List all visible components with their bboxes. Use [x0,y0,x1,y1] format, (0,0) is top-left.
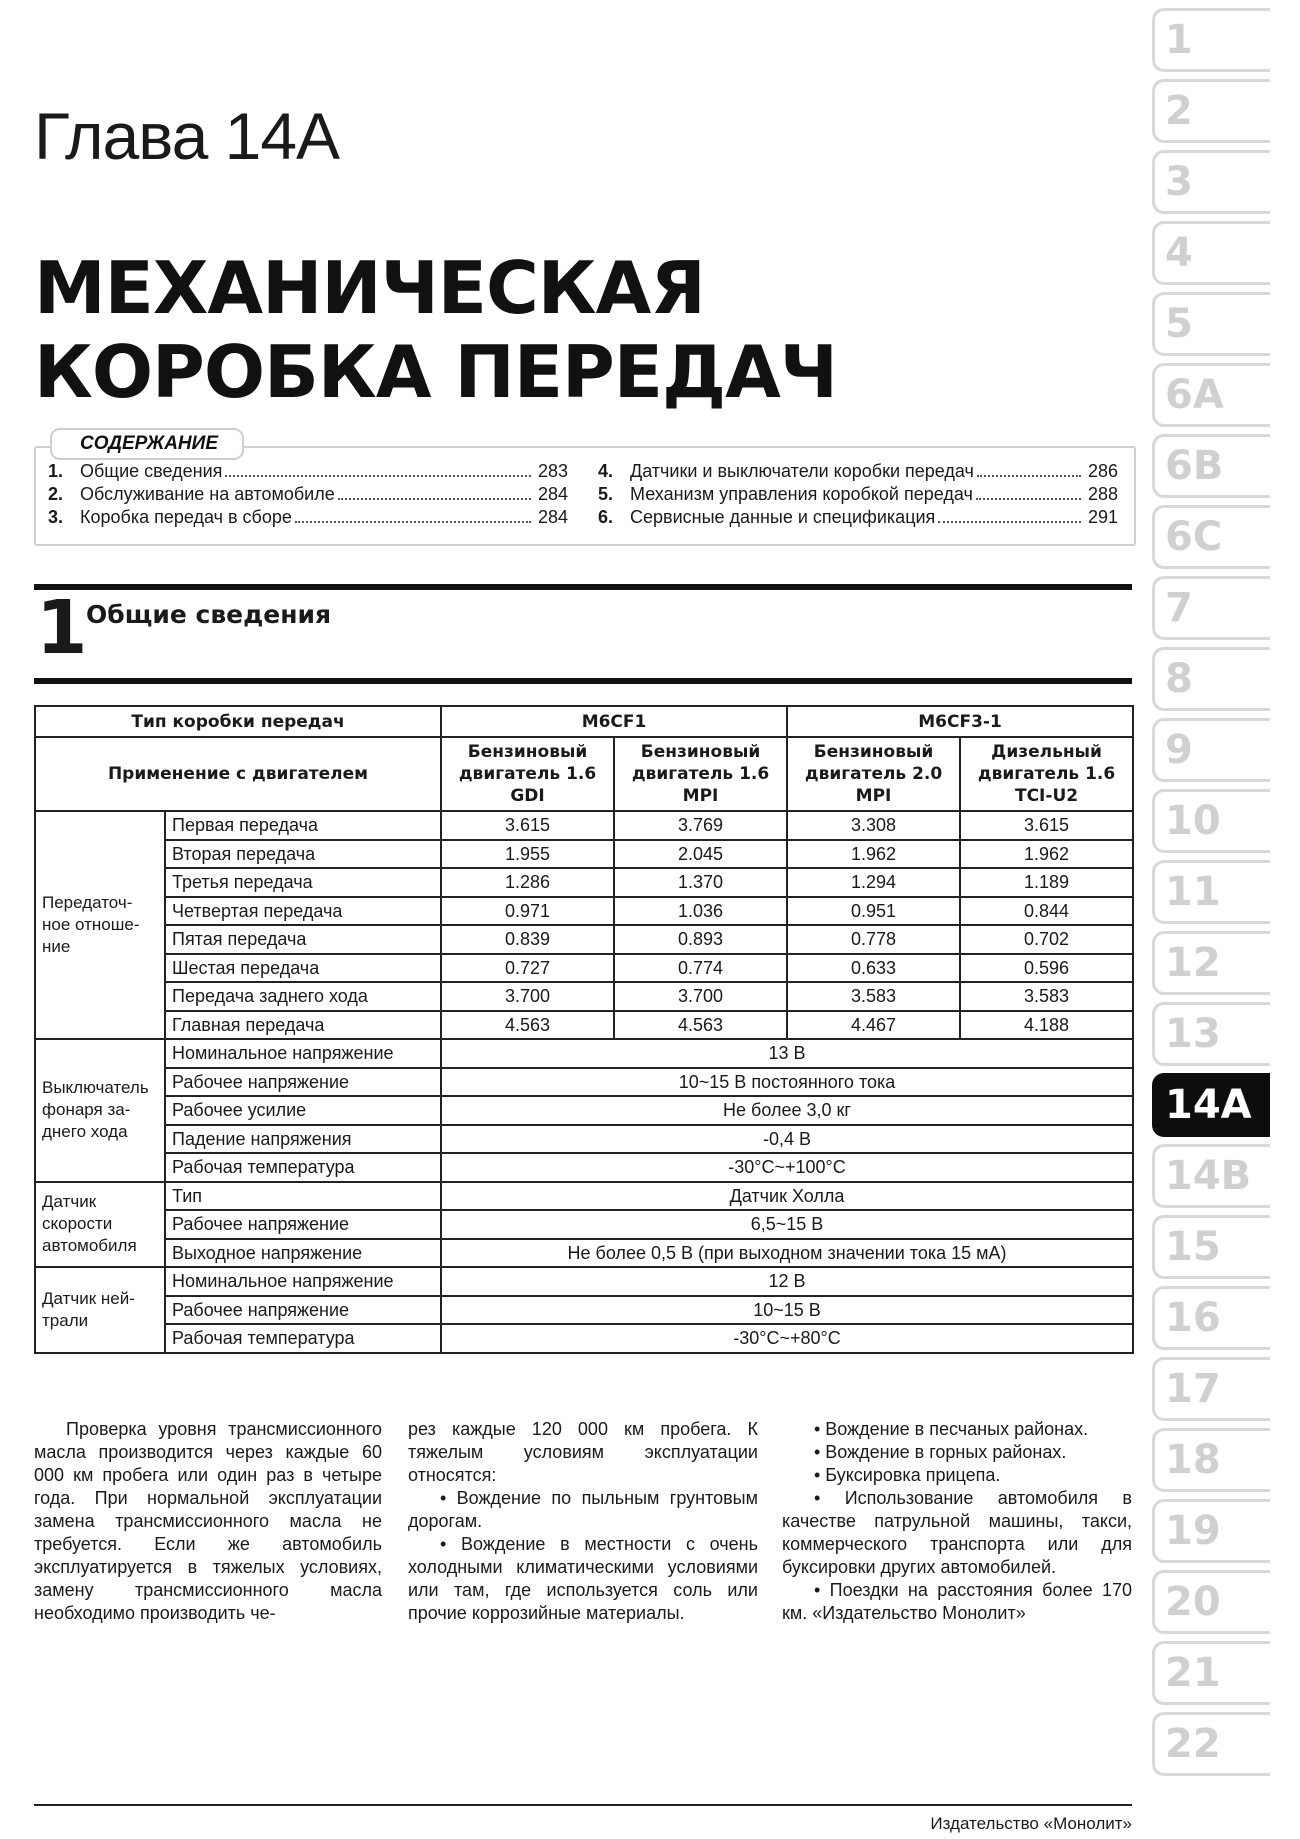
table-cell: 1.036 [614,897,787,926]
contents-leader-dots [295,521,531,523]
table-cell: 0.971 [441,897,614,926]
body-paragraph: Проверка уровня трансмиссионного масла производится через каждые 60 000 км пробега или один раз в четыре года. При нормальной эксплуатации замена трансмиссионного масла не требуется. Если же автомобиль эксплуатируется в тяжелых условиях, замену трансмиссионного масла необходимо производить че- [34,1419,382,1623]
table-header-cell: M6CF1 [441,706,787,737]
engine-line: двигатель 1.6 [977,764,1116,784]
chapter-tab-22[interactable]: 22 [1152,1712,1270,1776]
bullet-item: • Вождение в местности с очень холодными климатическими условиями или там, где используется соль или прочие коррозийные материалы. [408,1534,758,1623]
group-label-line: автомобиля [42,1236,137,1256]
table-row [35,1039,1133,1068]
table-row [35,840,1133,869]
param-name: Первая передача [165,811,441,840]
engine-line: Дизельный [991,742,1102,762]
param-name: Шестая передача [165,954,441,983]
engine-line: двигатель 1.6 [458,764,597,784]
contents-item-page: 284 [537,484,568,504]
table-cell: 3.769 [614,811,787,840]
table-header-row [35,737,1133,811]
table-cell: 3.583 [787,982,960,1011]
chapter-tab-13[interactable]: 13 [1152,1002,1270,1066]
footer-rule [34,1804,1132,1806]
param-name: Третья передача [165,868,441,897]
contents-item-page: 284 [537,507,568,527]
chapter-tab-9[interactable]: 9 [1152,718,1270,782]
body-paragraph: рез каждые 120 000 км пробега. К тяжелым условиям эксплуатации относятся: [408,1419,758,1485]
table-cell: 1.286 [441,868,614,897]
contents-left-column [48,460,568,529]
contents-item-number: 4. [598,461,614,481]
param-name: Падение напряжения [165,1125,441,1154]
contents-item-number: 3. [48,507,64,527]
engine-line: Бензиновый [467,742,588,762]
table-cell: 3.615 [960,811,1133,840]
contents-item-number: 6. [598,507,614,527]
chapter-tab-8[interactable]: 8 [1152,647,1270,711]
table-cell: 0.774 [614,954,787,983]
page-title [34,246,837,414]
param-name: Номинальное напряжение [165,1039,441,1068]
table-cell: -0,4 В [441,1125,1133,1154]
param-name: Рабочее напряжение [165,1210,441,1239]
chapter-tab-2[interactable]: 2 [1152,79,1270,143]
group-label-line: днего хода [42,1122,128,1142]
group-label-line: ное отноше- [42,915,140,934]
chapter-tab-18[interactable]: 18 [1152,1428,1270,1492]
table-row [35,1011,1133,1040]
chapter-tab-6b[interactable]: 6B [1152,434,1270,498]
table-header-row [35,706,1133,737]
contents-item[interactable] [48,506,568,529]
table-cell: 0.778 [787,925,960,954]
bullet-item: • Буксировка прицепа. [814,1465,1001,1485]
table-cell: -30°C~+80°C [441,1324,1133,1353]
contents-item[interactable] [598,506,1118,529]
table-cell: 1.962 [960,840,1133,869]
param-name: Рабочее напряжение [165,1068,441,1097]
chapter-tab-6c[interactable]: 6C [1152,505,1270,569]
contents-leader-dots [977,475,1081,477]
page-title-line2: КОРОБКА ПЕРЕДАЧ [34,330,837,414]
bullet-item: • Вождение по пыльным грунтовым дорогам. [408,1488,758,1531]
chapter-tab-14b[interactable]: 14B [1152,1144,1270,1208]
group-label-line: трали [42,1310,89,1330]
param-name: Номинальное напряжение [165,1267,441,1296]
chapter-tab-15[interactable]: 15 [1152,1215,1270,1279]
body-column-1 [34,1418,382,1625]
engine-line: Бензиновый [813,742,934,762]
table-row [35,954,1133,983]
contents-leader-dots [938,521,1081,523]
contents-label: СОДЕРЖАНИЕ [50,428,244,460]
table-row [35,897,1133,926]
param-name: Рабочее напряжение [165,1296,441,1325]
table-cell: 3.583 [960,982,1133,1011]
engine-line: двигатель 2.0 [804,764,943,784]
chapter-tab-1[interactable]: 1 [1152,8,1270,72]
param-name: Тип [165,1182,441,1211]
group-label-gear-ratio [35,811,165,1039]
table-header-cell [787,737,960,811]
table-cell: Не более 0,5 В (при выходном значении тока 15 мА) [441,1239,1133,1268]
section-rule-bottom [34,678,1132,684]
param-name: Передача заднего хода [165,982,441,1011]
group-label-line: Передаточ- [42,893,133,912]
table-cell: 3.615 [441,811,614,840]
group-label-line: Выключатель [42,1078,149,1098]
table-row [35,868,1133,897]
table-row [35,1210,1133,1239]
table-cell: 3.700 [441,982,614,1011]
group-label-speed-sensor [35,1182,165,1268]
table-cell: 0.839 [441,925,614,954]
table-row [35,1153,1133,1182]
chapter-tab-11[interactable]: 11 [1152,860,1270,924]
table-row [35,925,1133,954]
bullet-item: • Поездки на расстояния более 170 км. «Издательство Монолит» [782,1580,1132,1623]
contents-item[interactable] [598,483,1118,506]
spec-table [34,705,1134,1354]
section-rule-top [34,584,1132,590]
table-cell: 0.596 [960,954,1133,983]
table-cell: 3.700 [614,982,787,1011]
table-row [35,982,1133,1011]
table-cell: -30°C~+100°C [441,1153,1133,1182]
table-cell: 2.045 [614,840,787,869]
table-cell: 4.563 [614,1011,787,1040]
table-row [35,811,1133,840]
table-cell: 4.467 [787,1011,960,1040]
table-cell: 4.188 [960,1011,1133,1040]
param-name: Рабочая температура [165,1324,441,1353]
contents-leader-dots [338,498,531,500]
contents-item-title: Коробка передач в сборе [80,507,292,527]
param-name: Главная передача [165,1011,441,1040]
contents-item-title: Сервисные данные и спецификация [630,507,936,527]
group-label-line: Датчик [42,1192,97,1212]
body-column-3 [782,1418,1132,1625]
table-header-cell: Тип коробки передач [35,706,441,737]
group-label-line: Датчик ней- [42,1288,135,1308]
contents-item[interactable] [48,460,568,483]
table-header-cell: M6CF3-1 [787,706,1133,737]
param-name: Пятая передача [165,925,441,954]
table-cell: 0.702 [960,925,1133,954]
table-cell: 1.962 [787,840,960,869]
param-name: Выходное напряжение [165,1239,441,1268]
chapter-tab-7[interactable]: 7 [1152,576,1270,640]
table-cell: Датчик Холла [441,1182,1133,1211]
table-row [35,1096,1133,1125]
contents-item-number: 5. [598,484,614,504]
group-label-line: ние [42,937,71,956]
table-row [35,1324,1133,1353]
footer-publisher: Издательство «Монолит» [930,1814,1132,1833]
param-name: Рабочая температура [165,1153,441,1182]
table-cell: 0.893 [614,925,787,954]
chapter-tab-17[interactable]: 17 [1152,1357,1270,1421]
param-name: Рабочее усилие [165,1096,441,1125]
contents-item[interactable] [598,460,1118,483]
table-cell: 1.189 [960,868,1133,897]
body-column-2 [408,1418,758,1625]
chapter-tab-10[interactable]: 10 [1152,789,1270,853]
table-cell: 3.308 [787,811,960,840]
group-label-line: скорости [42,1214,113,1234]
param-name: Четвертая передача [165,897,441,926]
chapter-tab-4[interactable]: 4 [1152,221,1270,285]
group-label-neutral-sensor [35,1267,165,1353]
contents-item-page: 291 [1087,507,1118,527]
engine-line: MPI [855,786,892,806]
param-name: Вторая передача [165,840,441,869]
contents-leader-dots [225,475,531,477]
table-cell: 12 В [441,1267,1133,1296]
chapter-thumb-tabs [1146,0,1300,1839]
group-label-line: фонаря за- [42,1100,131,1120]
contents-item-page: 286 [1087,461,1118,481]
engine-line: TCI-U2 [1014,786,1079,806]
table-header-cell [614,737,787,811]
table-cell: 1.955 [441,840,614,869]
table-header-cell [960,737,1133,811]
table-cell: 10~15 В постоянного тока [441,1068,1133,1097]
contents-leader-dots [976,498,1081,500]
table-cell: 4.563 [441,1011,614,1040]
table-cell: 0.951 [787,897,960,926]
chapter-tab-12[interactable]: 12 [1152,931,1270,995]
section-number: 1 [36,585,88,671]
table-row [35,1296,1133,1325]
table-row [35,1068,1133,1097]
group-label-reverse-switch [35,1039,165,1182]
contents-item-title: Датчики и выключатели коробки передач [630,461,974,481]
table-row [35,1267,1133,1296]
chapter-tab-19[interactable]: 19 [1152,1499,1270,1563]
table-cell: 1.370 [614,868,787,897]
engine-line: Бензиновый [640,742,761,762]
chapter-label: Глава 14А [34,99,340,173]
contents-item-number: 2. [48,484,64,504]
chapter-tab-5[interactable]: 5 [1152,292,1270,356]
table-cell: 13 В [441,1039,1133,1068]
bullet-item: • Вождение в горных районах. [814,1442,1067,1462]
chapter-tab-6a[interactable]: 6A [1152,363,1270,427]
table-cell: 1.294 [787,868,960,897]
page-title-line1: МЕХАНИЧЕСКАЯ [34,246,705,330]
contents-item[interactable] [48,483,568,506]
chapter-tab-20[interactable]: 20 [1152,1570,1270,1634]
contents-item-title: Общие сведения [80,461,223,481]
table-cell: 10~15 В [441,1296,1133,1325]
engine-line: двигатель 1.6 [631,764,770,784]
chapter-tab-21[interactable]: 21 [1152,1641,1270,1705]
table-header-cell [441,737,614,811]
contents-item-page: 283 [537,461,568,481]
table-cell: 6,5~15 В [441,1210,1133,1239]
contents-item-title: Обслуживание на автомобиле [80,484,335,504]
section-title: Общие сведения [86,600,332,629]
contents-right-column [598,460,1118,529]
engine-line: GDI [510,786,545,806]
table-cell: 0.844 [960,897,1133,926]
bullet-item: • Использование автомобиля в качестве патрульной машины, такси, коммерческого транспорта или для буксировки других автомобилей. [782,1488,1132,1577]
table-cell: Не более 3,0 кг [441,1096,1133,1125]
bullet-item: • Вождение в песчаных районах. [814,1419,1089,1439]
chapter-tab-16[interactable]: 16 [1152,1286,1270,1350]
contents-item-title: Механизм управления коробкой передач [630,484,973,504]
table-cell: 0.633 [787,954,960,983]
engine-line: MPI [682,786,719,806]
table-row [35,1125,1133,1154]
contents-item-number: 1. [48,461,64,481]
table-row [35,1239,1133,1268]
table-cell: 0.727 [441,954,614,983]
table-header-cell: Применение с двигателем [35,737,441,811]
table-row [35,1182,1133,1211]
chapter-tab-14a[interactable]: 14A [1152,1073,1270,1137]
contents-item-page: 288 [1087,484,1118,504]
chapter-tab-3[interactable]: 3 [1152,150,1270,214]
